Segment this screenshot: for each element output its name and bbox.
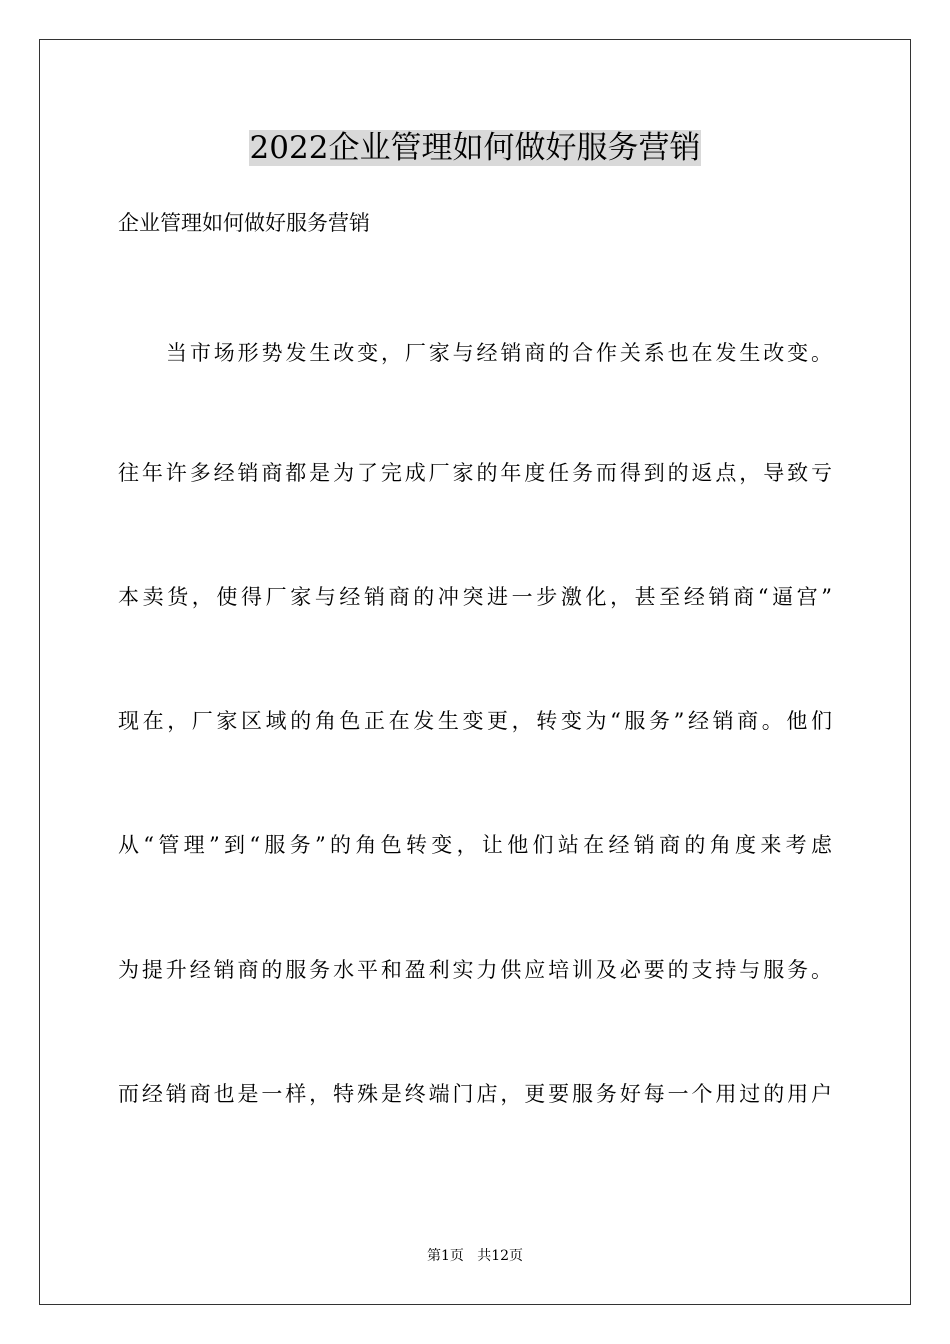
paragraph-line-1: 当市场形势发生改变，厂家与经销商的合作关系也在发生改变。: [166, 341, 832, 365]
page-number-footer: 第1页 共12页: [426, 1248, 524, 1264]
paragraph-line-3: 本卖货，使得厂家与经销商的冲突进一步激化，甚至经销商“逼宫”: [118, 585, 832, 609]
paragraph-line-7: 而经销商也是一样，特殊是终端门店，更要服务好每一个用过的用户: [118, 1082, 832, 1106]
paragraph-line-4: 现在，厂家区域的角色正在发生变更，转变为“服务”经销商。他们: [118, 709, 832, 733]
document-title: [0, 128, 950, 168]
document-subtitle: 企业管理如何做好服务营销: [118, 211, 370, 235]
paragraph-line-5: 从“管理”到“服务”的角色转变，让他们站在经销商的角度来考虑: [118, 833, 832, 857]
paragraph-line-6: 为提升经销商的服务水平和盈利实力供应培训及必要的支持与服务。: [118, 958, 832, 982]
document-title-text: 2022企业管理如何做好服务营销: [249, 130, 701, 166]
paragraph-line-2: 往年许多经销商都是为了完成厂家的年度任务而得到的返点，导致亏: [118, 461, 832, 485]
